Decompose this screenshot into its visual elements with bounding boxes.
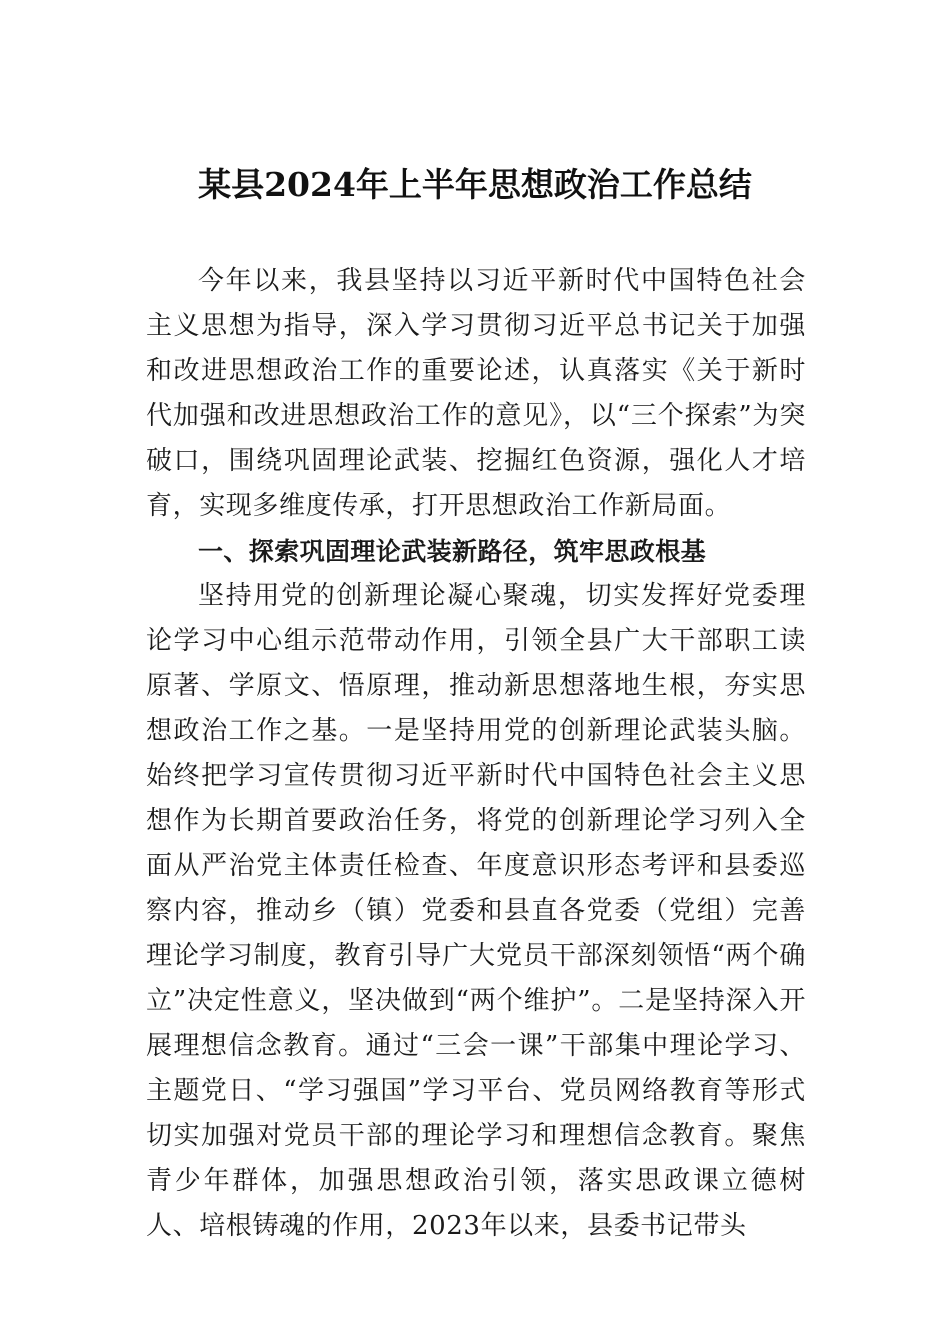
document-body (146, 259, 806, 1249)
section-1-paragraph: 坚持用党的创新理论凝心聚魂，切实发挥好党委理论学习中心组示范带动作用，引领全县广大干部职工读原著、学原文、悟原理，推动新思想落地生根，夯实思想政治工作之基。一是坚持用党的创新理论武装头脑。始终把学习宣传贯彻习近平新时代中国特色社会主义思想作为长期首要政治任务，将党的创新理论学习列入全面从严治党主体责任检查、年度意识形态考评和县委巡察内容，推动乡（镇）党委和县直各党委（党组）完善理论学习制度，教育引导广大党员干部深刻领悟“两个确立”决定性意义，坚决做到“两个维护”。二是坚持深入开展理想信念教育。通过“三会一课”干部集中理论学习、主题党日、“学习强国”学习平台、党员网络教育等形式切实加强对党员干部的理论学习和理想信念教育。聚焦青少年群体，加强思想政治引领，落实思政课立德树人、培根铸魂的作用，2023年以来，县委书记带头 (146, 581, 806, 1241)
intro-paragraph: 今年以来，我县坚持以习近平新时代中国特色社会主义思想为指导，深入学习贯彻习近平总书记关于加强和改进思想政治工作的重要论述，认真落实《关于新时代加强和改进思想政治工作的意见》，以“三个探索”为突破口，围绕巩固理论武装、挖掘红色资源，强化人才培育，实现多维度传承，打开思想政治工作新局面。 (146, 266, 806, 521)
document-title: 某县2024年上半年思想政治工作总结 (198, 165, 752, 204)
section-1-heading: 一、探索巩固理论武装新路径，筑牢思政根基 (198, 537, 707, 566)
